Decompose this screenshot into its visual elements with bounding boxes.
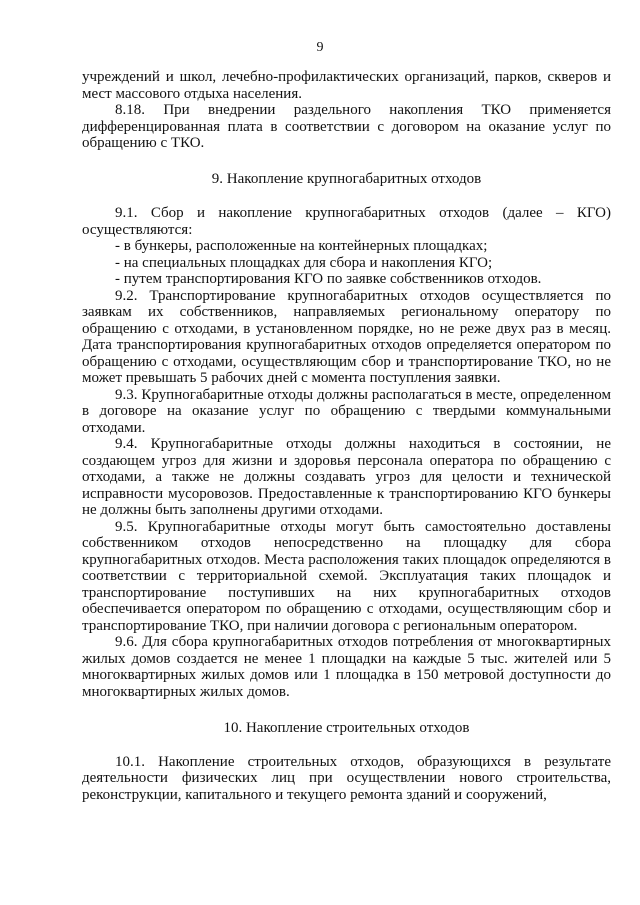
list-item: - на специальных площадках для сбора и накопления КГО; (115, 254, 493, 271)
section-10-heading: 10. Накопление строительных отходов (223, 720, 470, 736)
paragraph-9-4: 9.4. Крупногабаритные отходы должны находиться в состоянии, не создающем угроз для жизни и здоровья персонала оператора по обращению с отходами, а также не должны создавать угроз для целости и технической исправности мусоровозов. Предоставленные к транспортированию КГО бункеры не должны быть заполнены другими отходами. (82, 436, 611, 518)
paragraph-8-18: 8.18. При внедрении раздельного накопления ТКО применяется дифференцированная плата в соответствии с договором на оказание услуг по обращению с ТКО. (82, 102, 611, 151)
paragraph-9-1: 9.1. Сбор и накопление крупногабаритных отходов (далее – КГО) осуществляются: (82, 205, 611, 238)
list-item: - путем транспортирования КГО по заявке собственников отходов. (115, 271, 542, 287)
page-number: 9 (316, 40, 324, 55)
document-body (82, 69, 611, 803)
paragraph-9-6: 9.6. Для сбора крупногабаритных отходов потребления от многоквартирных жилых домов создается не менее 1 площадки на каждые 5 тыс. жителей или 5 многоквартирных жилых домов или 1 площадка в 150 метровой доступности до многоквартирных жилых домов. (82, 634, 611, 700)
list-item: - в бункеры, расположенные на контейнерных площадках; (115, 238, 488, 254)
section-9-heading: 9. Накопление крупногабаритных отходов (211, 170, 482, 187)
paragraph-9-2: 9.2. Транспортирование крупногабаритных отходов осуществляется по заявкам их собственников, направляемых региональному оператору по обращению с отходами, в установленном порядке, но не реже двух раз в месяц. Дата транспортирования крупногабаритных отходов определяется оператором по обращению с отходами, осуществляющим сбор и транспортирование ТКО, но не может превышать 5 рабочих дней с момента поступления заявки. (82, 287, 611, 386)
paragraph-10-1: 10.1. Накопление строительных отходов, образующихся в результате деятельности физических лиц при осуществлении нового строительства, реконструкции, капитального и текущего ремонта зданий и сооружений, (82, 753, 611, 803)
paragraph-9-5: 9.5. Крупногабаритные отходы могут быть самостоятельно доставлены собственником отходов непосредственно на площадку для сбора крупногабаритных отходов. Места расположения таких площадок определяются в соответствии с территориальной схемой. Эксплуатация таких площадок и транспортирование поступивших на них крупногабаритных отходов обеспечивается оператором по обращению с отходами, осуществляющим сбор и транспортирование ТКО, при наличии договора с региональным оператором. (82, 518, 611, 634)
paragraph-9-3: 9.3. Крупногабаритные отходы должны располагаться в месте, определенном в договоре на оказание услуг по обращению с твердыми коммунальными отходами. (82, 386, 611, 436)
paragraph-continuation: учреждений и школ, лечебно-профилактических организаций, парков, скверов и мест массового отдыха населения. (82, 69, 611, 102)
